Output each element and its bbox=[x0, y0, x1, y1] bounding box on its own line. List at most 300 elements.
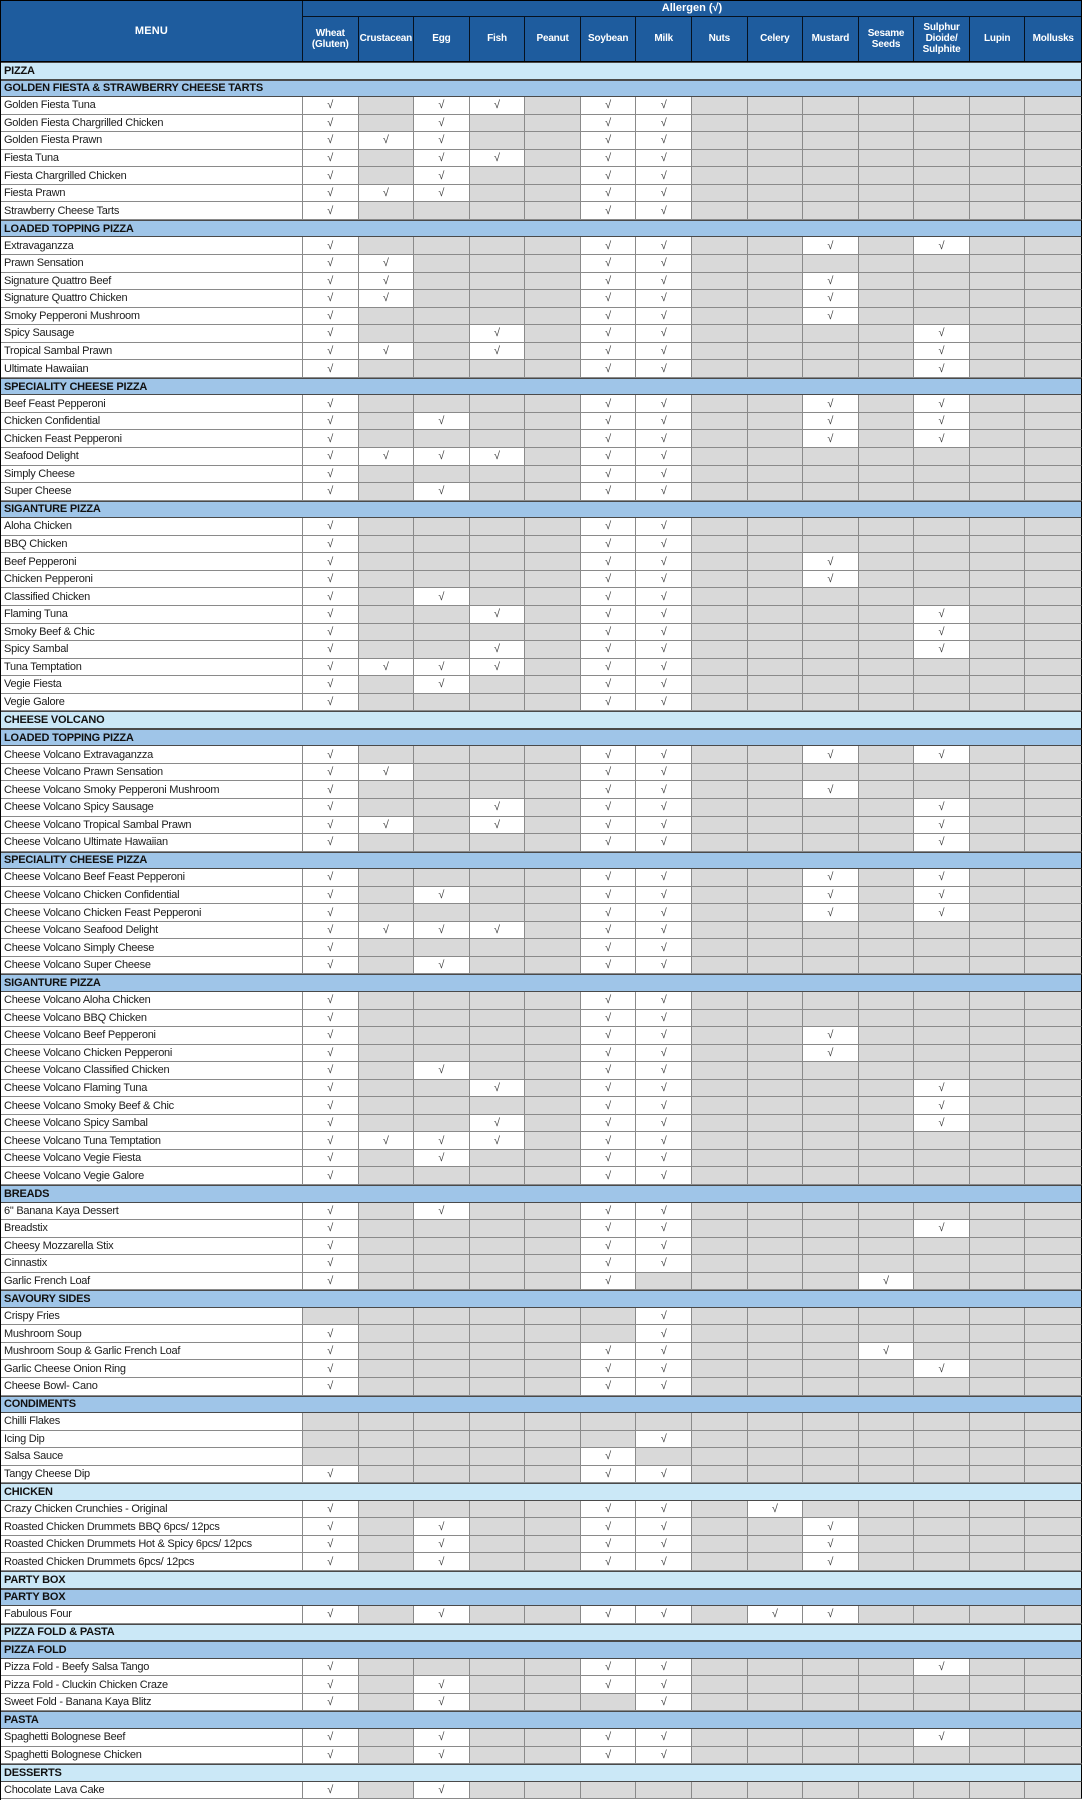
allergen-cell-checked: √ bbox=[581, 1343, 637, 1360]
allergen-cell-empty bbox=[414, 360, 470, 377]
menu-item-name: Icing Dip bbox=[1, 1431, 303, 1448]
allergen-cell-empty bbox=[359, 466, 415, 483]
allergen-cell-empty bbox=[470, 1167, 526, 1184]
allergen-cell-empty bbox=[1025, 799, 1081, 816]
allergen-cell-checked: √ bbox=[470, 606, 526, 623]
allergen-cell-empty bbox=[914, 553, 970, 570]
allergen-cell-empty bbox=[859, 1782, 915, 1799]
allergen-cell-empty bbox=[692, 1220, 748, 1237]
column-header: Wheat (Gluten) bbox=[303, 17, 359, 61]
table-row bbox=[1, 448, 1082, 466]
allergen-cell-checked: √ bbox=[803, 413, 859, 430]
allergen-cell-empty bbox=[859, 869, 915, 886]
allergen-cell-empty bbox=[525, 1132, 581, 1149]
allergen-cell-empty bbox=[525, 1501, 581, 1518]
allergen-cell-checked: √ bbox=[414, 185, 470, 202]
allergen-cell-checked: √ bbox=[636, 764, 692, 781]
allergen-cell-checked: √ bbox=[748, 1501, 804, 1518]
allergen-cell-empty bbox=[470, 1255, 526, 1272]
allergen-cell-empty bbox=[803, 167, 859, 184]
allergen-cell-checked: √ bbox=[581, 1518, 637, 1535]
allergen-cell-checked: √ bbox=[914, 360, 970, 377]
allergen-cell-empty bbox=[859, 290, 915, 307]
allergen-cell-empty bbox=[914, 781, 970, 798]
allergen-cell-empty bbox=[803, 1747, 859, 1764]
allergen-cell-empty bbox=[414, 1010, 470, 1027]
allergen-cell-checked: √ bbox=[636, 1466, 692, 1483]
allergen-cell-empty bbox=[692, 115, 748, 132]
allergen-cell-empty bbox=[525, 360, 581, 377]
allergen-cell-checked: √ bbox=[470, 922, 526, 939]
allergen-cell-empty bbox=[692, 1536, 748, 1553]
allergen-cell-empty bbox=[359, 676, 415, 693]
menu-item-name: Cheese Volcano Spicy Sambal bbox=[1, 1115, 303, 1132]
allergen-cell-empty bbox=[581, 1325, 637, 1342]
allergen-cell-empty bbox=[470, 237, 526, 254]
menu-item-name: Beef Feast Pepperoni bbox=[1, 395, 303, 412]
allergen-cell-empty bbox=[692, 922, 748, 939]
menu-item-name: Cheese Volcano Flaming Tuna bbox=[1, 1080, 303, 1097]
allergen-cell-empty bbox=[359, 1308, 415, 1325]
allergen-cell-empty bbox=[803, 1220, 859, 1237]
allergen-cell-checked: √ bbox=[581, 1097, 637, 1114]
allergen-cell-checked: √ bbox=[636, 448, 692, 465]
allergen-cell-empty bbox=[970, 273, 1026, 290]
allergen-cell-checked: √ bbox=[636, 518, 692, 535]
allergen-cell-empty bbox=[859, 255, 915, 272]
allergen-cell-empty bbox=[970, 1729, 1026, 1746]
menu-item-name: Cheese Volcano Seafood Delight bbox=[1, 922, 303, 939]
allergen-cell-checked: √ bbox=[636, 360, 692, 377]
allergen-cell-empty bbox=[748, 624, 804, 641]
table-row bbox=[1, 1220, 1082, 1238]
allergen-cell-empty bbox=[970, 1536, 1026, 1553]
allergen-cell-empty bbox=[303, 1308, 359, 1325]
allergen-cell-checked: √ bbox=[914, 746, 970, 763]
allergen-cell-checked: √ bbox=[914, 325, 970, 342]
table-row bbox=[1, 922, 1082, 940]
allergen-cell-empty bbox=[914, 1431, 970, 1448]
allergen-cell-empty bbox=[359, 869, 415, 886]
allergen-cell-empty bbox=[470, 1220, 526, 1237]
allergen-cell-empty bbox=[359, 308, 415, 325]
allergen-cell-empty bbox=[525, 308, 581, 325]
allergen-cell-empty bbox=[692, 290, 748, 307]
allergen-cell-checked: √ bbox=[581, 395, 637, 412]
allergen-cell-empty bbox=[525, 483, 581, 500]
menu-item-name: Flaming Tuna bbox=[1, 606, 303, 623]
allergen-cell-empty bbox=[359, 1062, 415, 1079]
allergen-cell-empty bbox=[1025, 606, 1081, 623]
menu-item-name: Chicken Pepperoni bbox=[1, 571, 303, 588]
allergen-cell-empty bbox=[692, 1360, 748, 1377]
allergen-cell-empty bbox=[414, 1255, 470, 1272]
allergen-cell-empty bbox=[525, 1167, 581, 1184]
menu-item-name: Aloha Chicken bbox=[1, 518, 303, 535]
allergen-cell-empty bbox=[470, 1536, 526, 1553]
allergen-cell-checked: √ bbox=[470, 817, 526, 834]
allergen-cell-checked: √ bbox=[303, 1273, 359, 1290]
allergen-cell-empty bbox=[970, 483, 1026, 500]
allergen-cell-empty bbox=[414, 694, 470, 711]
menu-item-name: Cheese Volcano Beef Pepperoni bbox=[1, 1027, 303, 1044]
allergen-cell-checked: √ bbox=[581, 1747, 637, 1764]
allergen-cell-empty bbox=[803, 1360, 859, 1377]
allergen-cell-checked: √ bbox=[636, 1010, 692, 1027]
table-row bbox=[1, 1080, 1082, 1098]
column-headers bbox=[303, 17, 1081, 61]
allergen-cell-empty bbox=[359, 641, 415, 658]
column-header: Lupin bbox=[970, 17, 1026, 61]
allergen-cell-checked: √ bbox=[803, 273, 859, 290]
table-row bbox=[1, 1045, 1082, 1063]
allergen-cell-empty bbox=[414, 202, 470, 219]
table-row bbox=[1, 781, 1082, 799]
allergen-cell-empty bbox=[859, 1203, 915, 1220]
allergen-cell-empty bbox=[914, 1255, 970, 1272]
allergen-cell-empty bbox=[1025, 1273, 1081, 1290]
allergen-cell-empty bbox=[859, 553, 915, 570]
allergen-cell-empty bbox=[470, 1010, 526, 1027]
allergen-cell-empty bbox=[914, 273, 970, 290]
allergen-cell-empty bbox=[525, 430, 581, 447]
allergen-cell-empty bbox=[970, 1325, 1026, 1342]
allergen-cell-empty bbox=[692, 588, 748, 605]
allergen-cell-checked: √ bbox=[636, 1027, 692, 1044]
allergen-cell-checked: √ bbox=[303, 817, 359, 834]
subsection-header-row: PASTA bbox=[1, 1711, 1082, 1729]
subsection-header-row: SAVOURY SIDES bbox=[1, 1290, 1082, 1308]
allergen-cell-checked: √ bbox=[414, 1676, 470, 1693]
allergen-cell-empty bbox=[692, 957, 748, 974]
allergen-cell-checked: √ bbox=[581, 553, 637, 570]
allergen-cell-empty bbox=[359, 1536, 415, 1553]
allergen-cell-empty bbox=[692, 395, 748, 412]
allergen-cell-empty bbox=[748, 1694, 804, 1711]
table-row bbox=[1, 1097, 1082, 1115]
allergen-cell-empty bbox=[970, 1343, 1026, 1360]
subsection-header-row: CONDIMENTS bbox=[1, 1396, 1082, 1414]
allergen-cell-checked: √ bbox=[414, 1132, 470, 1149]
allergen-cell-checked: √ bbox=[303, 1747, 359, 1764]
table-row bbox=[1, 1466, 1082, 1484]
table-row bbox=[1, 834, 1082, 852]
table-row bbox=[1, 430, 1082, 448]
allergen-cell-empty bbox=[748, 939, 804, 956]
allergen-cell-empty bbox=[970, 1220, 1026, 1237]
allergen-cell-empty bbox=[692, 641, 748, 658]
allergen-cell-empty bbox=[803, 202, 859, 219]
allergen-cell-empty bbox=[859, 746, 915, 763]
table-row bbox=[1, 167, 1082, 185]
allergen-cell-empty bbox=[359, 1238, 415, 1255]
allergen-cell-empty bbox=[525, 992, 581, 1009]
allergen-cell-empty bbox=[692, 992, 748, 1009]
table-row bbox=[1, 255, 1082, 273]
allergen-cell-empty bbox=[1025, 483, 1081, 500]
allergen-cell-empty bbox=[525, 904, 581, 921]
allergen-cell-checked: √ bbox=[303, 115, 359, 132]
allergen-cell-checked: √ bbox=[581, 1448, 637, 1465]
allergen-cell-empty bbox=[914, 1518, 970, 1535]
allergen-cell-empty bbox=[970, 1501, 1026, 1518]
allergen-cell-empty bbox=[525, 1676, 581, 1693]
allergen-cell-empty bbox=[359, 1080, 415, 1097]
allergen-cell-checked: √ bbox=[414, 1536, 470, 1553]
allergen-cell-checked: √ bbox=[636, 799, 692, 816]
allergen-cell-checked: √ bbox=[914, 430, 970, 447]
allergen-cell-empty bbox=[803, 132, 859, 149]
allergen-cell-empty bbox=[470, 781, 526, 798]
table-row bbox=[1, 1659, 1082, 1677]
allergen-cell-empty bbox=[414, 1273, 470, 1290]
allergen-cell-empty bbox=[859, 308, 915, 325]
allergen-cell-checked: √ bbox=[303, 150, 359, 167]
allergen-cell-empty bbox=[970, 553, 1026, 570]
allergen-cell-empty bbox=[970, 764, 1026, 781]
allergen-cell-empty bbox=[859, 150, 915, 167]
allergen-cell-checked: √ bbox=[414, 1062, 470, 1079]
menu-item-name: Cheese Volcano Vegie Galore bbox=[1, 1167, 303, 1184]
allergen-cell-empty bbox=[748, 1466, 804, 1483]
allergen-cell-empty bbox=[1025, 273, 1081, 290]
allergen-cell-empty bbox=[525, 659, 581, 676]
allergen-cell-empty bbox=[859, 1431, 915, 1448]
allergen-cell-empty bbox=[970, 1027, 1026, 1044]
table-row bbox=[1, 694, 1082, 712]
allergen-cell-checked: √ bbox=[636, 869, 692, 886]
allergen-cell-checked: √ bbox=[581, 202, 637, 219]
allergen-cell-empty bbox=[470, 1273, 526, 1290]
allergen-cell-empty bbox=[470, 1308, 526, 1325]
allergen-cell-empty bbox=[914, 588, 970, 605]
allergen-cell-empty bbox=[803, 939, 859, 956]
allergen-cell-empty bbox=[525, 624, 581, 641]
allergen-cell-empty bbox=[359, 1220, 415, 1237]
allergen-cell-empty bbox=[470, 1360, 526, 1377]
allergen-cell-empty bbox=[692, 1676, 748, 1693]
allergen-cell-checked: √ bbox=[636, 483, 692, 500]
allergen-cell-checked: √ bbox=[914, 1729, 970, 1746]
allergen-cell-checked: √ bbox=[636, 641, 692, 658]
allergen-cell-empty bbox=[859, 1167, 915, 1184]
column-header: Celery bbox=[748, 17, 804, 61]
menu-item-name: Chocolate Lava Cake bbox=[1, 1782, 303, 1799]
allergen-cell-empty bbox=[359, 395, 415, 412]
allergen-cell-empty bbox=[525, 817, 581, 834]
allergen-cell-checked: √ bbox=[636, 1378, 692, 1395]
allergen-cell-empty bbox=[525, 834, 581, 851]
allergen-cell-empty bbox=[803, 1466, 859, 1483]
allergen-cell-checked: √ bbox=[636, 588, 692, 605]
allergen-cell-empty bbox=[692, 1273, 748, 1290]
allergen-cell-empty bbox=[859, 413, 915, 430]
menu-item-name: Pizza Fold - Cluckin Chicken Craze bbox=[1, 1676, 303, 1693]
table-row bbox=[1, 273, 1082, 291]
allergen-cell-checked: √ bbox=[914, 904, 970, 921]
allergen-cell-checked: √ bbox=[414, 1694, 470, 1711]
subsection-header-row: SPECIALITY CHEESE PIZZA bbox=[1, 852, 1082, 870]
allergen-cell-checked: √ bbox=[303, 273, 359, 290]
allergen-cell-checked: √ bbox=[803, 746, 859, 763]
allergen-cell-empty bbox=[859, 781, 915, 798]
allergen-cell-checked: √ bbox=[636, 746, 692, 763]
allergen-cell-checked: √ bbox=[303, 1010, 359, 1027]
menu-item-name: Strawberry Cheese Tarts bbox=[1, 202, 303, 219]
allergen-cell-empty bbox=[748, 1238, 804, 1255]
allergen-cell-empty bbox=[859, 202, 915, 219]
allergen-cell-empty bbox=[470, 1448, 526, 1465]
allergen-cell-empty bbox=[692, 676, 748, 693]
allergen-cell-empty bbox=[1025, 395, 1081, 412]
column-header: Mollusks bbox=[1032, 33, 1074, 45]
allergen-cell-empty bbox=[692, 343, 748, 360]
allergen-cell-checked: √ bbox=[581, 430, 637, 447]
table-row bbox=[1, 1729, 1082, 1747]
allergen-cell-empty bbox=[970, 1062, 1026, 1079]
allergen-cell-empty bbox=[470, 1062, 526, 1079]
table-row bbox=[1, 1431, 1082, 1449]
allergen-cell-checked: √ bbox=[581, 290, 637, 307]
allergen-cell-checked: √ bbox=[359, 817, 415, 834]
allergen-cell-empty bbox=[859, 185, 915, 202]
allergen-cell-checked: √ bbox=[581, 1729, 637, 1746]
allergen-cell-checked: √ bbox=[414, 1553, 470, 1570]
allergen-cell-empty bbox=[1025, 1501, 1081, 1518]
allergen-cell-empty bbox=[525, 1606, 581, 1623]
subsection-header-row: LOADED TOPPING PIZZA bbox=[1, 220, 1082, 238]
allergen-cell-empty bbox=[748, 694, 804, 711]
allergen-cell-empty bbox=[914, 167, 970, 184]
allergen-cell-empty bbox=[692, 869, 748, 886]
table-row bbox=[1, 1325, 1082, 1343]
menu-item-name: Roasted Chicken Drummets BBQ 6pcs/ 12pcs bbox=[1, 1518, 303, 1535]
allergen-cell-checked: √ bbox=[914, 606, 970, 623]
allergen-cell-empty bbox=[859, 430, 915, 447]
allergen-cell-empty bbox=[803, 624, 859, 641]
allergen-cell-checked: √ bbox=[470, 799, 526, 816]
section-header-row: PARTY BOX bbox=[1, 1571, 1082, 1589]
allergen-cell-checked: √ bbox=[581, 641, 637, 658]
table-row bbox=[1, 641, 1082, 659]
table-row bbox=[1, 676, 1082, 694]
allergen-cell-checked: √ bbox=[581, 659, 637, 676]
allergen-cell-checked: √ bbox=[914, 1097, 970, 1114]
allergen-cell-checked: √ bbox=[914, 237, 970, 254]
allergen-cell-empty bbox=[470, 887, 526, 904]
allergen-cell-checked: √ bbox=[803, 1027, 859, 1044]
allergen-cell-checked: √ bbox=[581, 869, 637, 886]
allergen-cell-empty bbox=[1025, 1378, 1081, 1395]
allergen-cell-empty bbox=[414, 1659, 470, 1676]
allergen-cell-checked: √ bbox=[636, 536, 692, 553]
allergen-cell-empty bbox=[970, 817, 1026, 834]
allergen-cell-checked: √ bbox=[581, 939, 637, 956]
allergen-cell-empty bbox=[525, 115, 581, 132]
allergen-cell-checked: √ bbox=[636, 1167, 692, 1184]
allergen-cell-empty bbox=[525, 1115, 581, 1132]
allergen-cell-empty bbox=[803, 1150, 859, 1167]
allergen-cell-empty bbox=[359, 97, 415, 114]
allergen-cell-empty bbox=[748, 483, 804, 500]
allergen-cell-empty bbox=[748, 1360, 804, 1377]
allergen-cell-empty bbox=[970, 185, 1026, 202]
allergen-cell-empty bbox=[859, 1466, 915, 1483]
allergen-cell-checked: √ bbox=[636, 308, 692, 325]
allergen-cell-empty bbox=[359, 1150, 415, 1167]
allergen-cell-empty bbox=[748, 571, 804, 588]
allergen-cell-empty bbox=[359, 1782, 415, 1799]
allergen-cell-empty bbox=[692, 764, 748, 781]
allergen-cell-empty bbox=[692, 1378, 748, 1395]
allergen-cell-checked: √ bbox=[414, 97, 470, 114]
allergen-cell-empty bbox=[414, 1097, 470, 1114]
allergen-cell-empty bbox=[692, 167, 748, 184]
allergen-cell-empty bbox=[970, 290, 1026, 307]
allergen-cell-checked: √ bbox=[303, 308, 359, 325]
table-row bbox=[1, 1676, 1082, 1694]
allergen-cell-empty bbox=[1025, 764, 1081, 781]
allergen-cell-empty bbox=[970, 624, 1026, 641]
allergen-cell-empty bbox=[803, 817, 859, 834]
allergen-cell-empty bbox=[803, 1238, 859, 1255]
allergen-cell-empty bbox=[359, 1694, 415, 1711]
allergen-cell-empty bbox=[748, 308, 804, 325]
menu-item-name: Chicken Confidential bbox=[1, 413, 303, 430]
allergen-cell-checked: √ bbox=[303, 202, 359, 219]
allergen-cell-checked: √ bbox=[303, 518, 359, 535]
allergen-cell-empty bbox=[914, 676, 970, 693]
allergen-cell-empty bbox=[525, 1466, 581, 1483]
allergen-cell-empty bbox=[525, 1431, 581, 1448]
allergen-cell-empty bbox=[359, 1325, 415, 1342]
table-row bbox=[1, 1203, 1082, 1221]
allergen-cell-empty bbox=[1025, 834, 1081, 851]
allergen-cell-checked: √ bbox=[303, 97, 359, 114]
allergen-cell-empty bbox=[525, 343, 581, 360]
allergen-cell-empty bbox=[970, 1694, 1026, 1711]
allergen-cell-checked: √ bbox=[359, 255, 415, 272]
allergen-cell-empty bbox=[470, 1413, 526, 1430]
allergen-cell-empty bbox=[470, 992, 526, 1009]
allergen-cell-checked: √ bbox=[414, 483, 470, 500]
allergen-cell-empty bbox=[803, 1010, 859, 1027]
allergen-cell-checked: √ bbox=[303, 360, 359, 377]
allergen-cell-empty bbox=[470, 132, 526, 149]
allergen-cell-empty bbox=[1025, 1466, 1081, 1483]
allergen-cell-empty bbox=[803, 1431, 859, 1448]
allergen-cell-empty bbox=[803, 1782, 859, 1799]
allergen-cell-empty bbox=[970, 466, 1026, 483]
allergen-cell-empty bbox=[970, 430, 1026, 447]
allergen-cell-empty bbox=[970, 1115, 1026, 1132]
allergen-cell-empty bbox=[692, 325, 748, 342]
allergen-cell-empty bbox=[859, 360, 915, 377]
allergen-cell-empty bbox=[748, 817, 804, 834]
allergen-cell-empty bbox=[1025, 1782, 1081, 1799]
allergen-cell-empty bbox=[859, 1378, 915, 1395]
allergen-cell-checked: √ bbox=[581, 343, 637, 360]
allergen-cell-empty bbox=[525, 1150, 581, 1167]
allergen-cell-checked: √ bbox=[581, 308, 637, 325]
allergen-cell-checked: √ bbox=[303, 834, 359, 851]
allergen-cell-checked: √ bbox=[581, 448, 637, 465]
menu-item-name: Fabulous Four bbox=[1, 1606, 303, 1623]
allergen-cell-empty bbox=[748, 395, 804, 412]
allergen-cell-empty bbox=[692, 536, 748, 553]
menu-item-name: Simply Cheese bbox=[1, 466, 303, 483]
table-row bbox=[1, 308, 1082, 326]
